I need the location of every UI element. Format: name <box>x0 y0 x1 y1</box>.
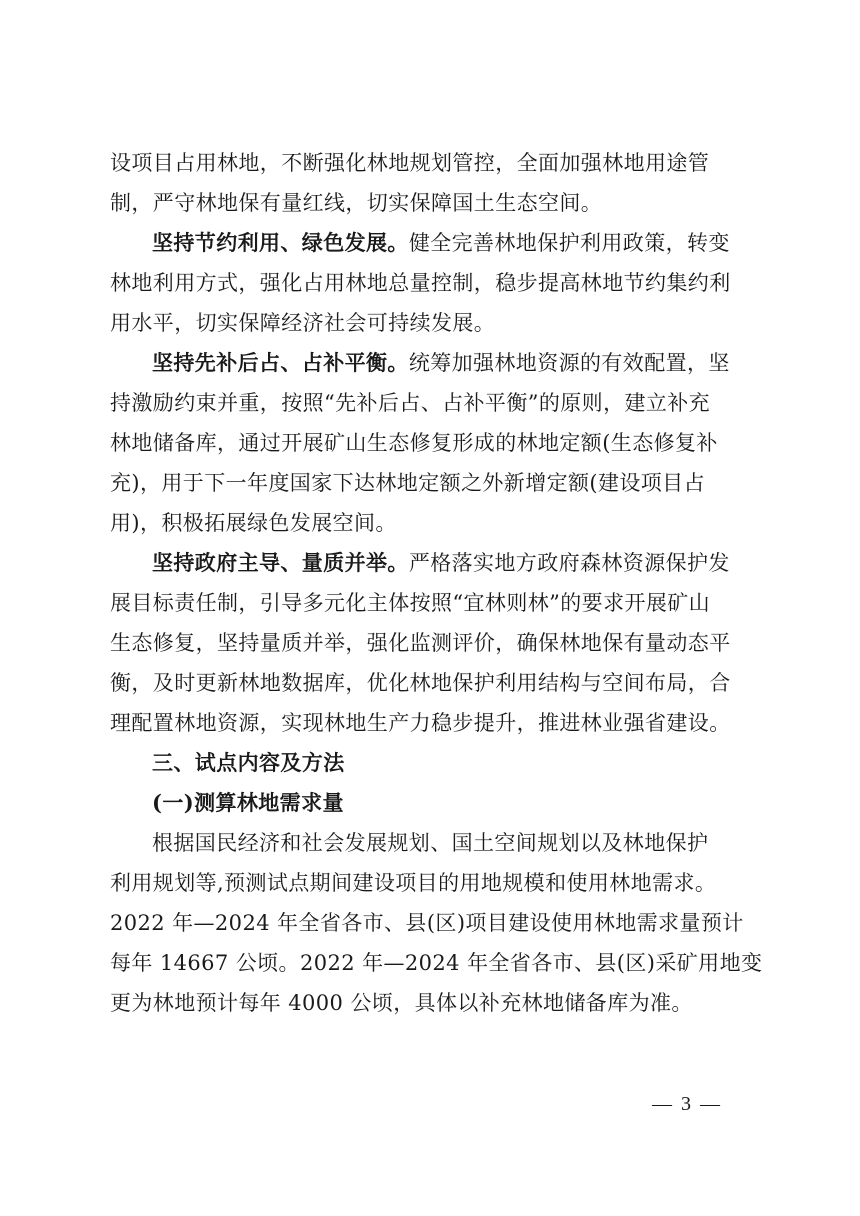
paragraph-bold-lead: 坚持政府主导、量质并举。 <box>152 550 409 575</box>
paragraph-line: 用水平，切实保障经济社会可持续发展。 <box>110 311 496 335</box>
sub-heading: (一)测算林地需求量 <box>152 790 344 815</box>
paragraph-line: 利用规划等,预测试点期间建设项目的用地规模和使用林地需求。 <box>110 871 717 895</box>
paragraph-first-line <box>110 223 760 263</box>
paragraph-line: 持激励约束并重，按照“先补后占、占补平衡”的原则，建立补充 <box>110 391 711 415</box>
paragraph-first-line <box>110 343 760 383</box>
paragraph-line: 林地储备库，通过开展矿山生态修复形成的林地定额(生态修复补 <box>110 431 718 455</box>
body-text <box>110 143 763 1023</box>
paragraph-line: 用)，积极拓展绿色发展空间。 <box>110 511 397 535</box>
paragraph-text: 严格落实地方政府森林资源保护发 <box>408 551 730 575</box>
paragraph-bold-lead: 坚持节约利用、绿色发展。 <box>152 230 409 255</box>
paragraph-text: 统筹加强林地资源的有效配置，坚 <box>408 351 730 375</box>
paragraph-first-line: 根据国民经济和社会发展规划、国土空间规划以及林地保护 <box>152 831 709 855</box>
paragraph-line: 更为林地预计每年 4000 公顷，具体以补充林地储备库为准。 <box>110 991 693 1015</box>
paragraph-text: 健全完善林地保护利用政策，转变 <box>408 231 730 255</box>
paragraph-line: 生态修复，坚持量质并举，强化监测评价，确保林地保有量动态平 <box>110 631 731 655</box>
paragraph-line: 充)，用于下一年度国家下达林地定额之外新增定额(建设项目占 <box>110 471 705 495</box>
paragraph-line: 衡，及时更新林地数据库，优化林地保护利用结构与空间布局，合 <box>110 671 731 695</box>
paragraph-line: 设项目占用林地，不断强化林地规划管控，全面加强林地用途管 <box>110 151 710 175</box>
paragraph-line: 林地利用方式，强化占用林地总量控制，稳步提高林地节约集约利 <box>110 271 731 295</box>
paragraph-line: 每年 14667 公顷。2022 年—2024 年全省各市、县(区)采矿用地变 <box>110 951 763 975</box>
page-number: — 3 — <box>652 1093 722 1115</box>
paragraph-line: 2022 年—2024 年全省各市、县(区)项目建设使用林地需求量预计 <box>110 911 744 935</box>
section-heading: 三、试点内容及方法 <box>152 751 345 775</box>
paragraph-first-line <box>110 543 760 583</box>
paragraph-line: 展目标责任制，引导多元化主体按照“宜林则林”的要求开展矿山 <box>110 591 711 615</box>
paragraph-line: 理配置林地资源，实现林地生产力稳步提升，推进林业强省建设。 <box>110 711 731 735</box>
paragraph-line: 制，严守林地保有量红线，切实保障国土生态空间。 <box>110 191 603 215</box>
paragraph-bold-lead: 坚持先补后占、占补平衡。 <box>152 350 409 375</box>
